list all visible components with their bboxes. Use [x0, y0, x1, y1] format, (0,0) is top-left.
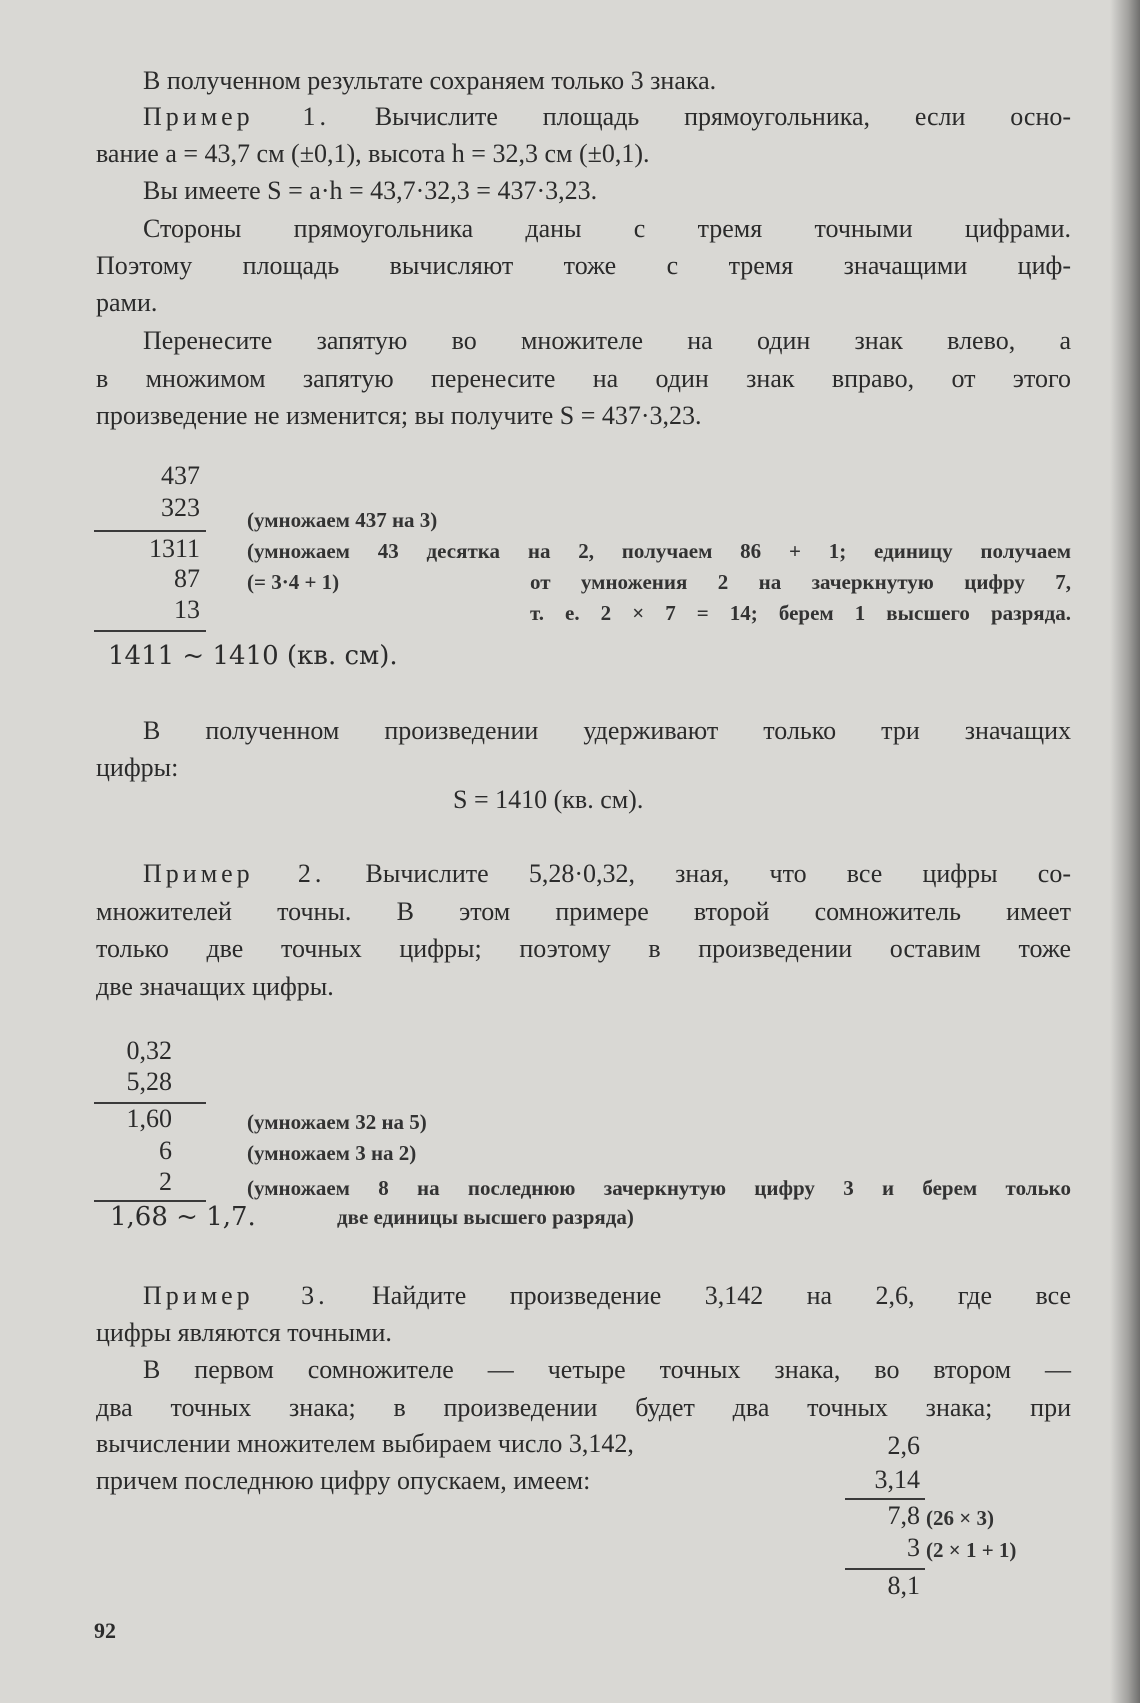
example2-first-line: Пример 2. Вычислите 5,28·0,32, зная, что все цифры со- — [143, 859, 1071, 888]
calc-result: 1411 ~ 1410 (кв. см). — [108, 641, 398, 671]
example3-first-line: Пример 3. Найдите произведение 3,142 на 2,6, где все — [143, 1281, 1071, 1310]
calc-operand: 2,6 — [887, 1431, 920, 1460]
text-line: Вы имеете S = a·h = 43,7·32,3 = 437·3,23. — [143, 176, 598, 205]
calc-rule — [94, 630, 206, 632]
example2-heading: Пример 2. — [143, 859, 326, 888]
calc-operand: 323 — [161, 493, 200, 522]
calc-note: (умножаем 32 на 5) — [247, 1110, 427, 1134]
calc-note: (26 × 3) — [926, 1506, 994, 1530]
formula: S = 1410 (кв. см). — [453, 785, 644, 814]
calc-operand: 0,32 — [126, 1036, 172, 1065]
calc-rule — [94, 530, 206, 532]
calc-partial: 3 — [907, 1533, 920, 1562]
calc-partial: 1,60 — [126, 1104, 172, 1133]
text-line: произведение не изменится; вы получите S = 437·3,23. — [96, 401, 702, 430]
text-line: В полученном результате сохраняем только 3 знака. — [143, 66, 717, 95]
calc-partial: 7,8 — [887, 1501, 920, 1530]
text-line: Поэтому площадь вычисляют тоже с тремя значащими циф- — [96, 251, 1071, 280]
text-line: только две точных цифры; поэтому в произведении оставим тоже — [96, 934, 1071, 963]
calc-note: от умножения 2 на зачеркнутую цифру 7, — [530, 570, 1071, 594]
text-line: Перенесите запятую во множителе на один знак влево, а — [143, 326, 1071, 355]
text-line: две значащих цифры. — [96, 972, 334, 1001]
example3-heading: Пример 3. — [143, 1281, 329, 1310]
calc-note: (умножаем 43 десятка на 2, получаем 86 + 1; единицу получаем — [247, 539, 1071, 563]
text-line: причем последнюю цифру опускаем, имеем: — [96, 1466, 591, 1495]
calc-partial: 1311 — [148, 534, 200, 563]
calc-partial: 2 — [159, 1167, 172, 1196]
text-line: множителей точны. В этом примере второй сомножитель имеет — [96, 897, 1071, 926]
calc-note: (умножаем 8 на последнюю зачеркнутую цифру 3 и берем только — [247, 1176, 1071, 1200]
calc-operand: 5,28 — [126, 1067, 172, 1096]
calc-result: 1,68 ~ 1,7. — [110, 1202, 256, 1232]
calc-partial: 6 — [159, 1136, 172, 1165]
calc-note: (= 3·4 + 1) — [247, 570, 340, 594]
text-line: вание a = 43,7 см (±0,1), высота h = 32,3 см (±0,1). — [96, 139, 650, 168]
text-line: В полученном произведении удерживают только три значащих — [143, 716, 1071, 745]
text-line: В первом сомножителе — четыре точных знака, во втором — — [143, 1355, 1071, 1384]
page-number: 92 — [94, 1618, 116, 1643]
calc-note: (умножаем 437 на 3) — [247, 508, 438, 532]
calc-operand: 437 — [161, 461, 200, 490]
calc-note: (2 × 1 + 1) — [926, 1538, 1017, 1562]
calc-partial: 13 — [174, 595, 200, 624]
calc-note: две единицы высшего разряда) — [337, 1205, 634, 1229]
text-line: Стороны прямоугольника даны с тремя точными цифрами. — [143, 214, 1071, 243]
text-line: цифры являются точными. — [96, 1318, 392, 1347]
calc-partial: 87 — [174, 564, 200, 593]
text-line: рами. — [96, 288, 158, 317]
text-line: два точных знака; в произведении будет два точных знака; при — [96, 1393, 1071, 1422]
page-edge-shadow — [1110, 0, 1140, 1703]
calc-note: (умножаем 3 на 2) — [247, 1141, 417, 1165]
calc-operand: 3,14 — [874, 1465, 920, 1494]
calc-result: 8,1 — [887, 1571, 920, 1600]
calc-note: т. е. 2 × 7 = 14; берем 1 высшего разряда. — [530, 601, 1071, 625]
text-line: вычислении множителем выбираем число 3,142, — [96, 1429, 634, 1458]
example1-heading: Пример 1. — [143, 102, 330, 131]
text-line: цифры: — [96, 753, 179, 782]
example1-first-line: Пример 1. Вычислите площадь прямоугольника, если осно- — [143, 102, 1072, 131]
text-line: в множимом запятую перенесите на один знак вправо, от этого — [96, 364, 1071, 393]
